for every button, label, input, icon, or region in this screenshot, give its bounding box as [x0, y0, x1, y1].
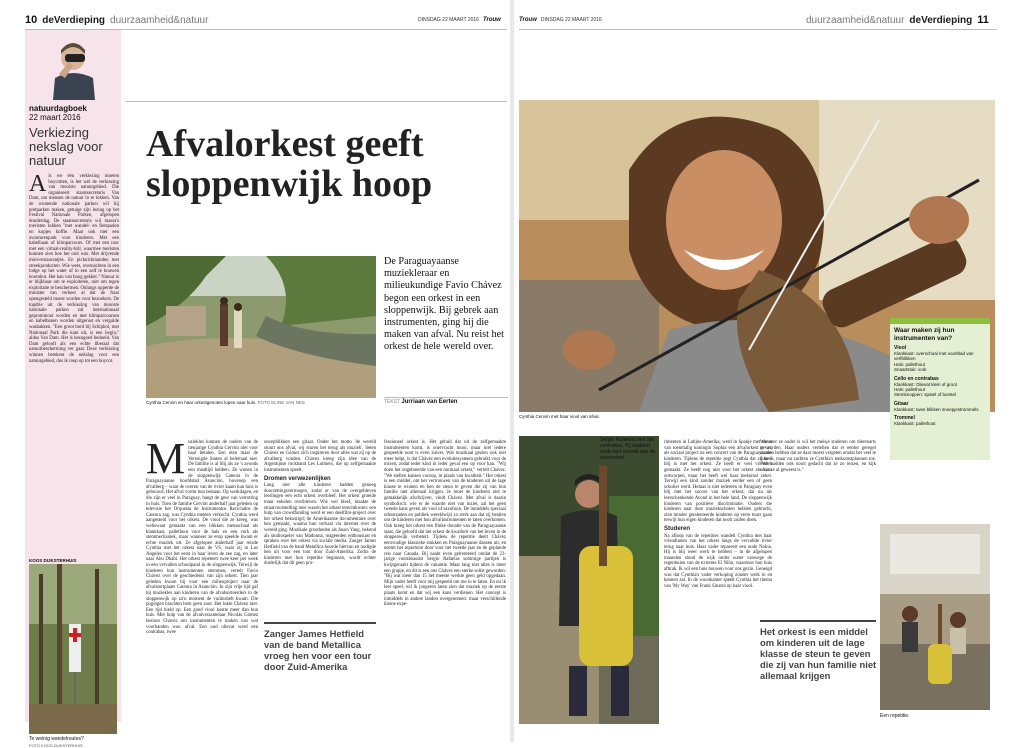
hero-photo-caption: Cynthia Cervim met haar viool van afval. — [519, 414, 600, 419]
article-col-1 — [146, 434, 258, 722]
col4-heading: Studeren — [664, 525, 691, 532]
article-headline: Afvalorkest geeft sloppenwijk hoop — [146, 123, 433, 205]
col4-text: rimenten in Latijns-Amerika, werd in Spanje met steun van toenmalig koningin Sophia een afvalorkest gevat, als sociaal project na een concert van de Paraguayaanse kinderen. Tijdens de repetitie zegt Cynthia dat zij heel blij is met het orkest. Ze heeft er veel vrienden gemaakt. Ze heeft nog niet voor het orkest als kans ontworpen, maar het heeft wel haar toekomst zeker. Terwijl een kind zonder muziek eerder een of geen scholier werd. Helaas is niet iedereen in Paraguay even blij met het succes van het orkest, dat nu als leerschenkende Avond in het hele land. De sloppenwijk kinderen van positieve discriminatie. Ouders die kinderen naar dure muziekscholen hebben gebracht, zien minder getalenteerde kinderen op verre tours gaan terwijl hun eigen kinderen dat nooit zullen doen. — [664, 440, 772, 524]
byline-rule — [384, 397, 508, 398]
article-intro: De Paraguayaanse muziekleraar en milieukundige Favio Chávez begon een orkest in een sloppenwijk. Bij gebrek aan instrumenten, ging hij die maken van afval. Nu reist het orkest de hele wereld over. — [384, 256, 504, 353]
right-dateline: DINSDAG 22 MAART 2016 — [540, 17, 602, 23]
infobox-item-line: Klankkast: Olievat klein of groot — [894, 381, 958, 387]
left-dateline: DINSDAG 22 MAART 2016 — [418, 17, 479, 23]
forest-photo-credit: FOTO KOOS DIJKSTERHUIS — [29, 743, 83, 748]
column-body: ls we één verkiezing moeten boycotten, is het wel de verkiezing van mooiste natuurgebied. Die organiseert staatssecretaris Van Dam, om mensen de natuur in te lokken. Van de winnende nationale parken wil hij pretparken maken, getuige zijn lezing op het Festival Nationale Parken, afgelopen donderdag. De staatssecretaris wil massa's toeristen lokken "met wandel- en fietspaden en kopjes koffie. Maar ook met een avonturenpark voor kinderen. Met een kabelbaan of klimparcours. Of met een tour met een virtual-reality-bril, waarmee toeristen kunnen zien hoe het ooit was. Met drijvende mini-restaurantjes. En picknickmanden met streekproducten. Wie weet, overnachten in een lodge op het water of in een zelf te bouwen boomhut. Het kan van hoog gekker." Natuur is er blijkbaar om te exploiteren, niet om tegen exploitatie te beschermen. Onlangs opperde de minister van verkeer al dat de fraai opengesteld moest worden voor bezoekers. De topdrie uit de verkiezing van mooiste nationale parken zal internationaal geprommoot worden en met klimparcoursen en kabelbanen worden uitgerust en vergulde wasbakken. "Een groot bord bij Schiphol, met Nationaal Park die kant uit, is een begin," aldus Van Dam. Het is bezugoed bedoeld. Van Dam gelooft als een echte liberaal dat natuurbescherming ver gaat. Deze verkiezing winnen betekent de nekslag voor een natuurgebied, dus ik roep op tot een boycot. — [29, 174, 119, 364]
column-date: 22 maart 2016 — [29, 113, 81, 122]
infobox-item-name: Trommel — [894, 415, 915, 422]
col2-text: oncepblikken een gitaar. Onder het motto 'de wereld stuurt ons afval, wij sturen het terug als muziek', lieten Chávez en Gómez zich inspireren door alles wat zij op de afvalberg vonden. Chávez kreeg zijn idee van de Argentijnse rockband Les Luthiers, die op zelfgemaakte instrumenten speelt. — [264, 440, 376, 473]
byline-name: Jurriaan van Eerten — [401, 399, 458, 405]
contrabass-photo — [519, 436, 659, 724]
left-page-number: 10 — [25, 14, 38, 26]
rehearsal-photo — [880, 524, 990, 710]
infobox-item-line: Klankkast: twee blikken snoepjestrommels — [894, 406, 979, 412]
column-byline: KOOS DIJKSTERHUIS — [29, 558, 77, 563]
left-page — [0, 0, 510, 748]
article-col-2 — [264, 440, 376, 604]
lead-photo-caption — [146, 400, 305, 405]
col3-text: fessioneel orkest is. Het geluid dat uit de zelfgemaakte instrumenten komt, is onervracht mooi, maar niet iedere gespeelde noot is even zuiver. Wat muzikaal gezien ook niet meer helpt, is dat Chávez een evolutiesysteem gebruikt voor de mixen, zodat ieder kind in ieder geval een op voor kan. "Wij doen het ongebreerde van een normaal orkest," vertelt Chávez. "We stellen kansen voorop, in plaats van kwaliteit." Het orkest is een middel, om het vertrouwen van de kinderen uit de lage klasse te winnen en hen de steun te geven die zij van hun familie niet allemaal krijgen. Je moet de kinderen niet te gemakkelijk afschrijven, vindt Chávez. Met afval is daarin symbolisch: wie er de waarde niet van inziet, zal het geen tweede kans geven als vool of saxofoon. De inmiddels speciaal orkestzaden en publiek wereldwijd zo sterk aan dat zij betalen om de kinderen met hun afvalinstrumenten te laten overkomen. Ook kreeg het orkest een flinke donatie van de Paraguayaanse staat, die geloofd dat het orkest de kwaliteit van het leven in de sloppenwijk verbetert. Tijdens de repetitie deelt Chávez eenvoudige klassieke stukken en Paraguayaanse dansen uit, en neemt het repertoire door voor het tweede jaar en de geplande reis naar Canada. Bij naakt even gelrenteerd omdat de 23-jarige contrabassist Sergio Rafaelas sommige partijen is kwijtgeraakt tijdens de vakantie. Maar lang niet alles is meer een grapje, en dit is een ons Chávez een sterke solist geworden: "Bij wat meer dan 15 het meeste werkte geen geld opgedaan. Mijn vader heeft voor mij gespeeld om me in te laten. En nu ik leer speel, wil ik jongeren laten zien dat muziek op de eerste plaats komt en dat wij een kans verdienen. Het concept is inmiddels in andere landen overgenomen: maar verschillende kleine expe- — [384, 440, 507, 608]
slum-walk-photo — [146, 256, 376, 398]
col2b-text: Lang niet alle kinderen hadden genoeg doorzettingsvermogen, zodat er van de overgebleven leerlingen een echt orkest overbleef. Het orkest groeide maar enkelen overbleven. Wie wel bleef, maakte de straatvoorstelling mee waarin het orkest terechtkwam: een hulp van crowdfunding werd er een deelfilm-project over het orkest bekostigd; de Amerikaanse documentaire over hen gemaakt, waarna hun verhaal via internet over de wereld ging. Muzikale grootheden als Jason Yang, bekend als studiospeler van Madonna, reageerden enthousiast en spraken over het orkest via sociale media. Zanger James Hetfield van de band Metallica hoorde hiervan en nodigde hen uit voor een tour door Zuid-Amerika. Zodra de kinderen met hun repetitie beginnen, wordt echter duidelijk dat dit geen pro- — [264, 483, 376, 567]
infobox-item-name: Cello en contrabas — [894, 375, 939, 382]
col1-text: uziekles kunnen de ouders van de tienjarige Cynthia Cervim niet voor haar betalen. Een eten maar de Verenigde Staten al helemaal niet. De familie is al blij als ze 's avonds een maaltijd hebben. Ze wonen in de sloppenwijk Cateura in de Paraguayaanse hoofdstad Asunción, bovenop een afvalberg – waar de overen van de rivier kaam hun huis is gebouwd. Het afval vormt hun bestaan. Op werkdagen, en die zijn er veel in Paraguay, hangt de geur van verrotting in huis. Toen de familie Cervim anderhalf jaar geleden op televisie het Orquesta de Instrumentos Reciclados de Cateura zag, was Cynthia meteen verkocht. Cynthia werd aangesteld voor het orkest. De viool die ze kreeg, was weliswaar gemaakt van een blikken mensschaal als klankkast, pallethout voor de hals en een vork als stemmechaniek, maar wanneer ze erop speelde kwam er echte muziek uit. Ze afgelopen anderhalf jaar reisde Cynthia met het orkest naar de VS, waar zij in Los Angeles voor het eerst in haar leven de zee zag, en later naar Abu Dhabi. Het orkest repeteert twee keer per week in een vervallen schoolpand in de sloppenwijk. Terwijl de kinderen hun instrumenten stemmen, vertelt Favio Chávez over de geschiedenis van zijn orkest. Tien jaar geleden kwam hij voor een milieuproject naar de afvalstortplaats Cateura in Asunción. In zijn vrije tijd gaf hij muziekles aan kinderen van de afvalsorteerders in de sloppenwijk op zo'n moment de vuilnisbelt kwam. Die pogingen brachten hem geen zout. Het lukte Chávez niet. Een tijd hield op. Een goed viool kostte meer dan hun huis. Met hulp van de afvalverzamelaar Nicolás Gómez besloot Chávez om instrumenten te maken van wat voorhanden was: afval. Een oud olievat werd een contrabas, twee — [146, 440, 258, 636]
forest-photo — [29, 564, 117, 734]
infobox-item-viool — [894, 345, 986, 373]
pullquote-2: Het orkest is een middel om kinderen uit de lage klasse de steun te geven die zij van hun familie niet allemaal krijgen — [760, 626, 877, 681]
col2-heading: Dromen verwezenlijken — [264, 475, 331, 482]
pullquote-1: Zanger James Hetfield van de band Metallica vroeg hen voor een tour door Zuid-Amerika — [264, 628, 372, 672]
left-title-rule — [125, 101, 507, 102]
instrument-infobox — [890, 318, 990, 460]
left-page-header — [25, 12, 208, 28]
article-col-3 — [384, 440, 506, 722]
infobox-item-name: Gitaar — [894, 400, 909, 407]
article-col-4 — [664, 440, 772, 722]
forest-photo-caption: Te weinig wandelroutes? — [29, 736, 84, 742]
column-drop-letter: A — [29, 171, 47, 197]
left-section-name: deVerdieping — [42, 14, 106, 26]
right-dateline-block — [519, 12, 602, 28]
right-subsection: duurzaamheid&natuur — [806, 14, 905, 26]
col5-text: Wanneer ze ouder is wil het meisje studeren om dierenarts te worden. Haar ouders vertellen dat er eerder geregel zouden hebben dat ze daar moest vergeten omdat het veel te duur is, maar nu zachten ze Cynthia's toekomstplannen toe. "We hadden ook nooit gedacht dat ze zo reizen, en kijk waar ze al geweest is." — [760, 440, 876, 473]
article-byline — [384, 399, 457, 405]
infobox-item-line: Klankkast: pallethout — [894, 421, 936, 427]
infobox-item-trommel — [894, 415, 986, 426]
infobox-item-cello — [894, 376, 986, 398]
infobox-item-line: Hals: pallethout — [894, 387, 926, 393]
col4b-text: Na afloop van de repetities wandelt Cynthia met haar vriendinnen van het orkest langs de vervallde rivier terug naar huis. Haar vader repareert een oude Nokia. Hij is blij weer werk te hebben – in de afgelopen maanden stond de wijk onder water vanwege de regenbuien van de extreme El Niño, waardoor hun huis afbrak. Ik wil een huis bouwen voor ons gezin. Geneigd was dat Cynthia's vader verkoping zonder werk in en kennen zat. In de woonkamer speelt Cynthia het thema van 'My Way' van Frank Sinatra op haar viool. — [664, 533, 772, 589]
left-subsection: duurzaamheid&natuur — [110, 14, 209, 26]
pullquote1-rule — [264, 622, 376, 624]
contrabass-photo-caption: Sergio Rafaelas met zijn contrabas. Hij studeert sinds kort muziek aan de universiteit. — [600, 437, 656, 461]
infobox-title: Waar maken zij hun instrumenten van? — [894, 327, 955, 342]
infobox-item-name: Viool — [894, 345, 907, 351]
right-page-number: 11 — [977, 14, 989, 26]
infobox-item-line: Snaartstuk: vork — [894, 367, 927, 373]
right-brand: Trouw — [519, 17, 537, 23]
column-kicker: natuurdagboek — [29, 104, 87, 113]
left-dateline-block — [418, 12, 501, 28]
right-section-name: deVerdieping — [909, 14, 973, 26]
infobox-item-gitaar — [894, 401, 986, 412]
columnist-portrait — [43, 34, 103, 100]
right-page-header — [806, 12, 989, 28]
article-drop-letter: M — [146, 434, 186, 483]
article-col-5 — [760, 440, 876, 520]
column-sidebar — [25, 30, 121, 748]
left-brand: Trouw — [482, 17, 501, 23]
infobox-item-line: Hals: pallethout — [894, 361, 926, 367]
column-title: Verkiezing nekslag voor natuur — [29, 125, 103, 168]
lead-caption-text: Cynthia Cervim en haar orkestgenoten lopen naar huis. — [146, 400, 257, 405]
infobox-item-line: Stemknoppen: spatel of borstel — [894, 392, 957, 398]
infobox-item-line: Klankkast: overschoal met voorblad van verfblikken — [894, 351, 974, 362]
byline-label: TEKST — [384, 399, 401, 405]
pullquote2-rule — [760, 620, 876, 622]
rehearsal-photo-caption: Een repetitie. — [880, 713, 910, 719]
right-header-rule — [519, 29, 997, 30]
column-text — [29, 171, 119, 554]
lead-caption-credit: FOTO ELINE VAN NES — [257, 400, 305, 405]
